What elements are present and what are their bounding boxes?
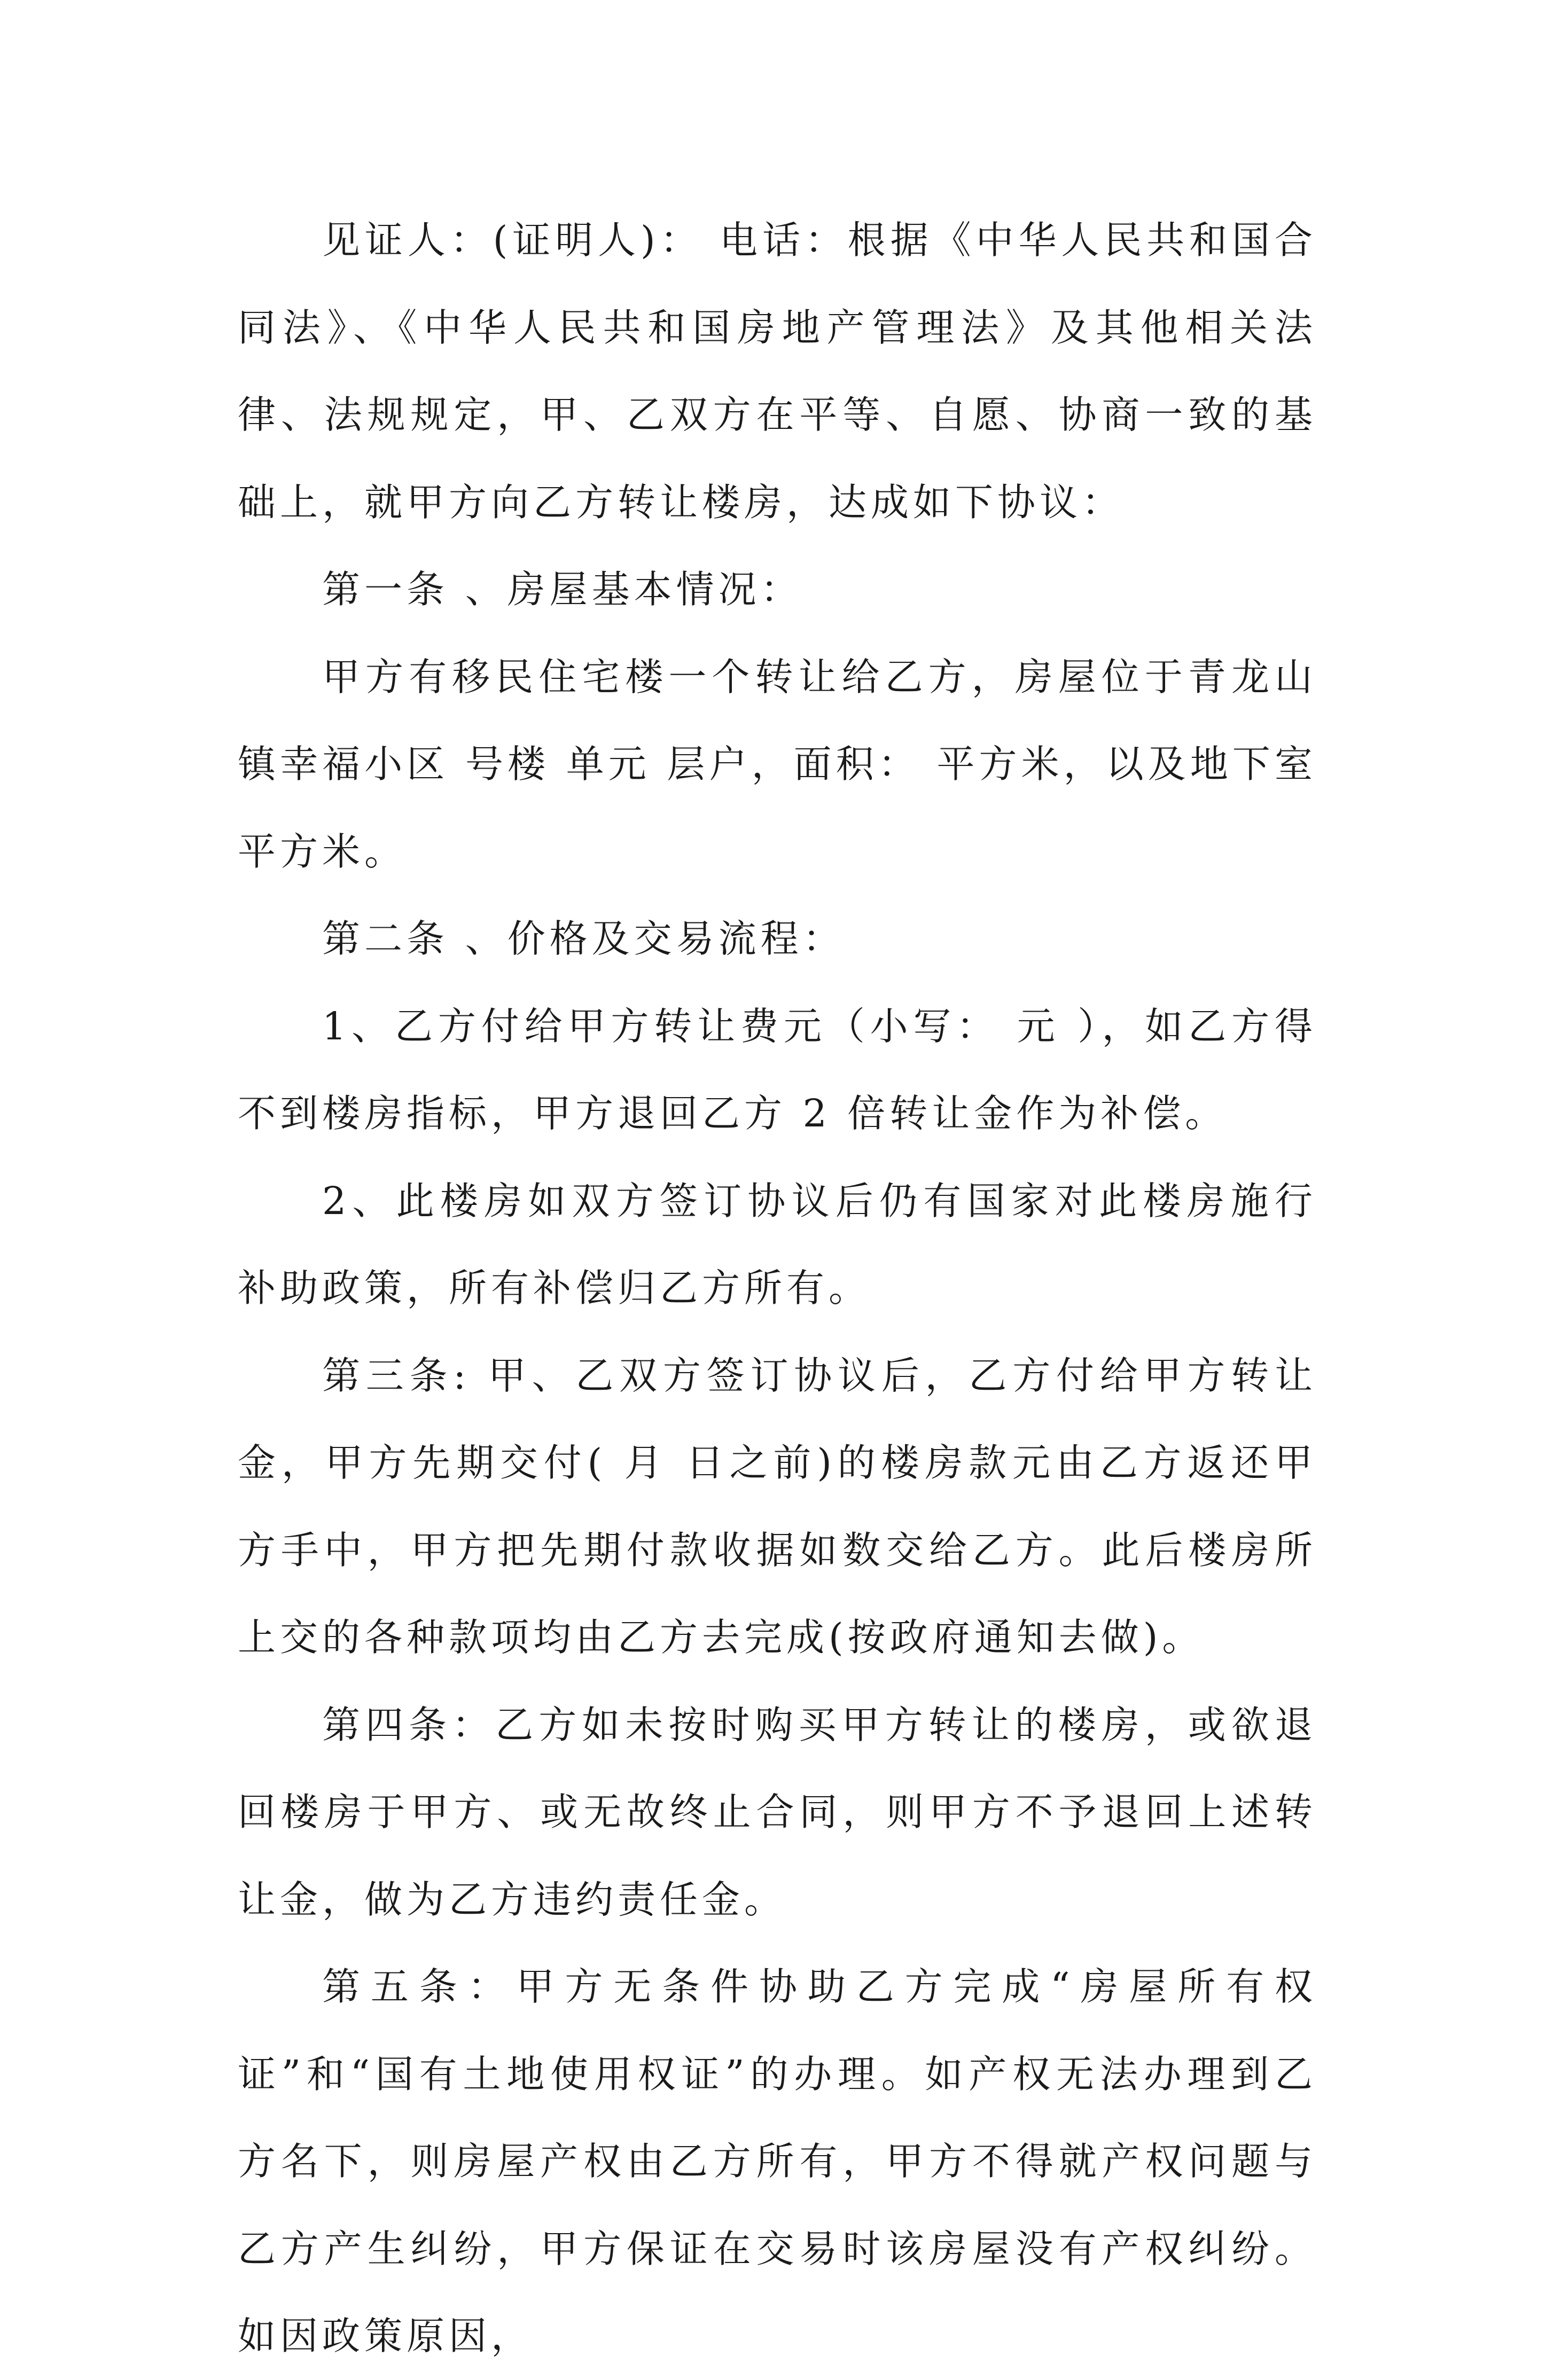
paragraph-article-4: 第四条：乙方如未按时购买甲方转让的楼房，或欲退回楼房于甲方、或无故终止合同，则甲方不予退回上述转让金，做为乙方违约责任金。	[238, 1702, 1317, 1922]
paragraph-article-2-item-1: 1、乙方付给甲方转让费元（小写： 元 ），如乙方得不到楼房指标，甲方退回乙方 2 倍转让金作为补偿。	[238, 1004, 1317, 1136]
paragraph-witness-intro: 见证人：(证明人)： 电话：根据《中华人民共和国合同法》、《中华人民共和国房地产管理法》及其他相关法律、法规规定，甲、乙双方在平等、自愿、协商一致的基础上，就甲方向乙方转让楼房，达成如下协议：	[238, 218, 1317, 524]
paragraph-article-1-heading: 第一条 、房屋基本情况：	[322, 567, 803, 612]
paragraph-article-5: 第五条：甲方无条件协助乙方完成“房屋所有权证”和“国有土地使用权证”的办理。如产权无法办理到乙方名下，则房屋产权由乙方所有，甲方不得就产权问题与乙方产生纠纷，甲方保证在交易时该房屋没有产权纠纷。如因政策原因，	[238, 1964, 1317, 2358]
paragraph-article-2-heading: 第二条 、价格及交易流程：	[322, 917, 845, 961]
paragraph-article-1-body: 甲方有移民住宅楼一个转让给乙方，房屋位于青龙山镇幸福小区 号楼 单元 层户，面积： 平方米，以及地下室平方米。	[238, 654, 1317, 874]
contract-body	[238, 197, 1317, 2380]
paragraph-article-3: 第三条: 甲、乙双方签订协议后，乙方付给甲方转让金，甲方先期交付( 月 日之前)的楼房款元由乙方返还甲方手中，甲方把先期付款收据如数交给乙方。此后楼房所上交的各种款项均由乙方去完成(按政府通知去做)。	[238, 1353, 1317, 1659]
paragraph-article-2-item-2: 2、此楼房如双方签订协议后仍有国家对此楼房施行补助政策，所有补偿归乙方所有。	[238, 1178, 1317, 1310]
